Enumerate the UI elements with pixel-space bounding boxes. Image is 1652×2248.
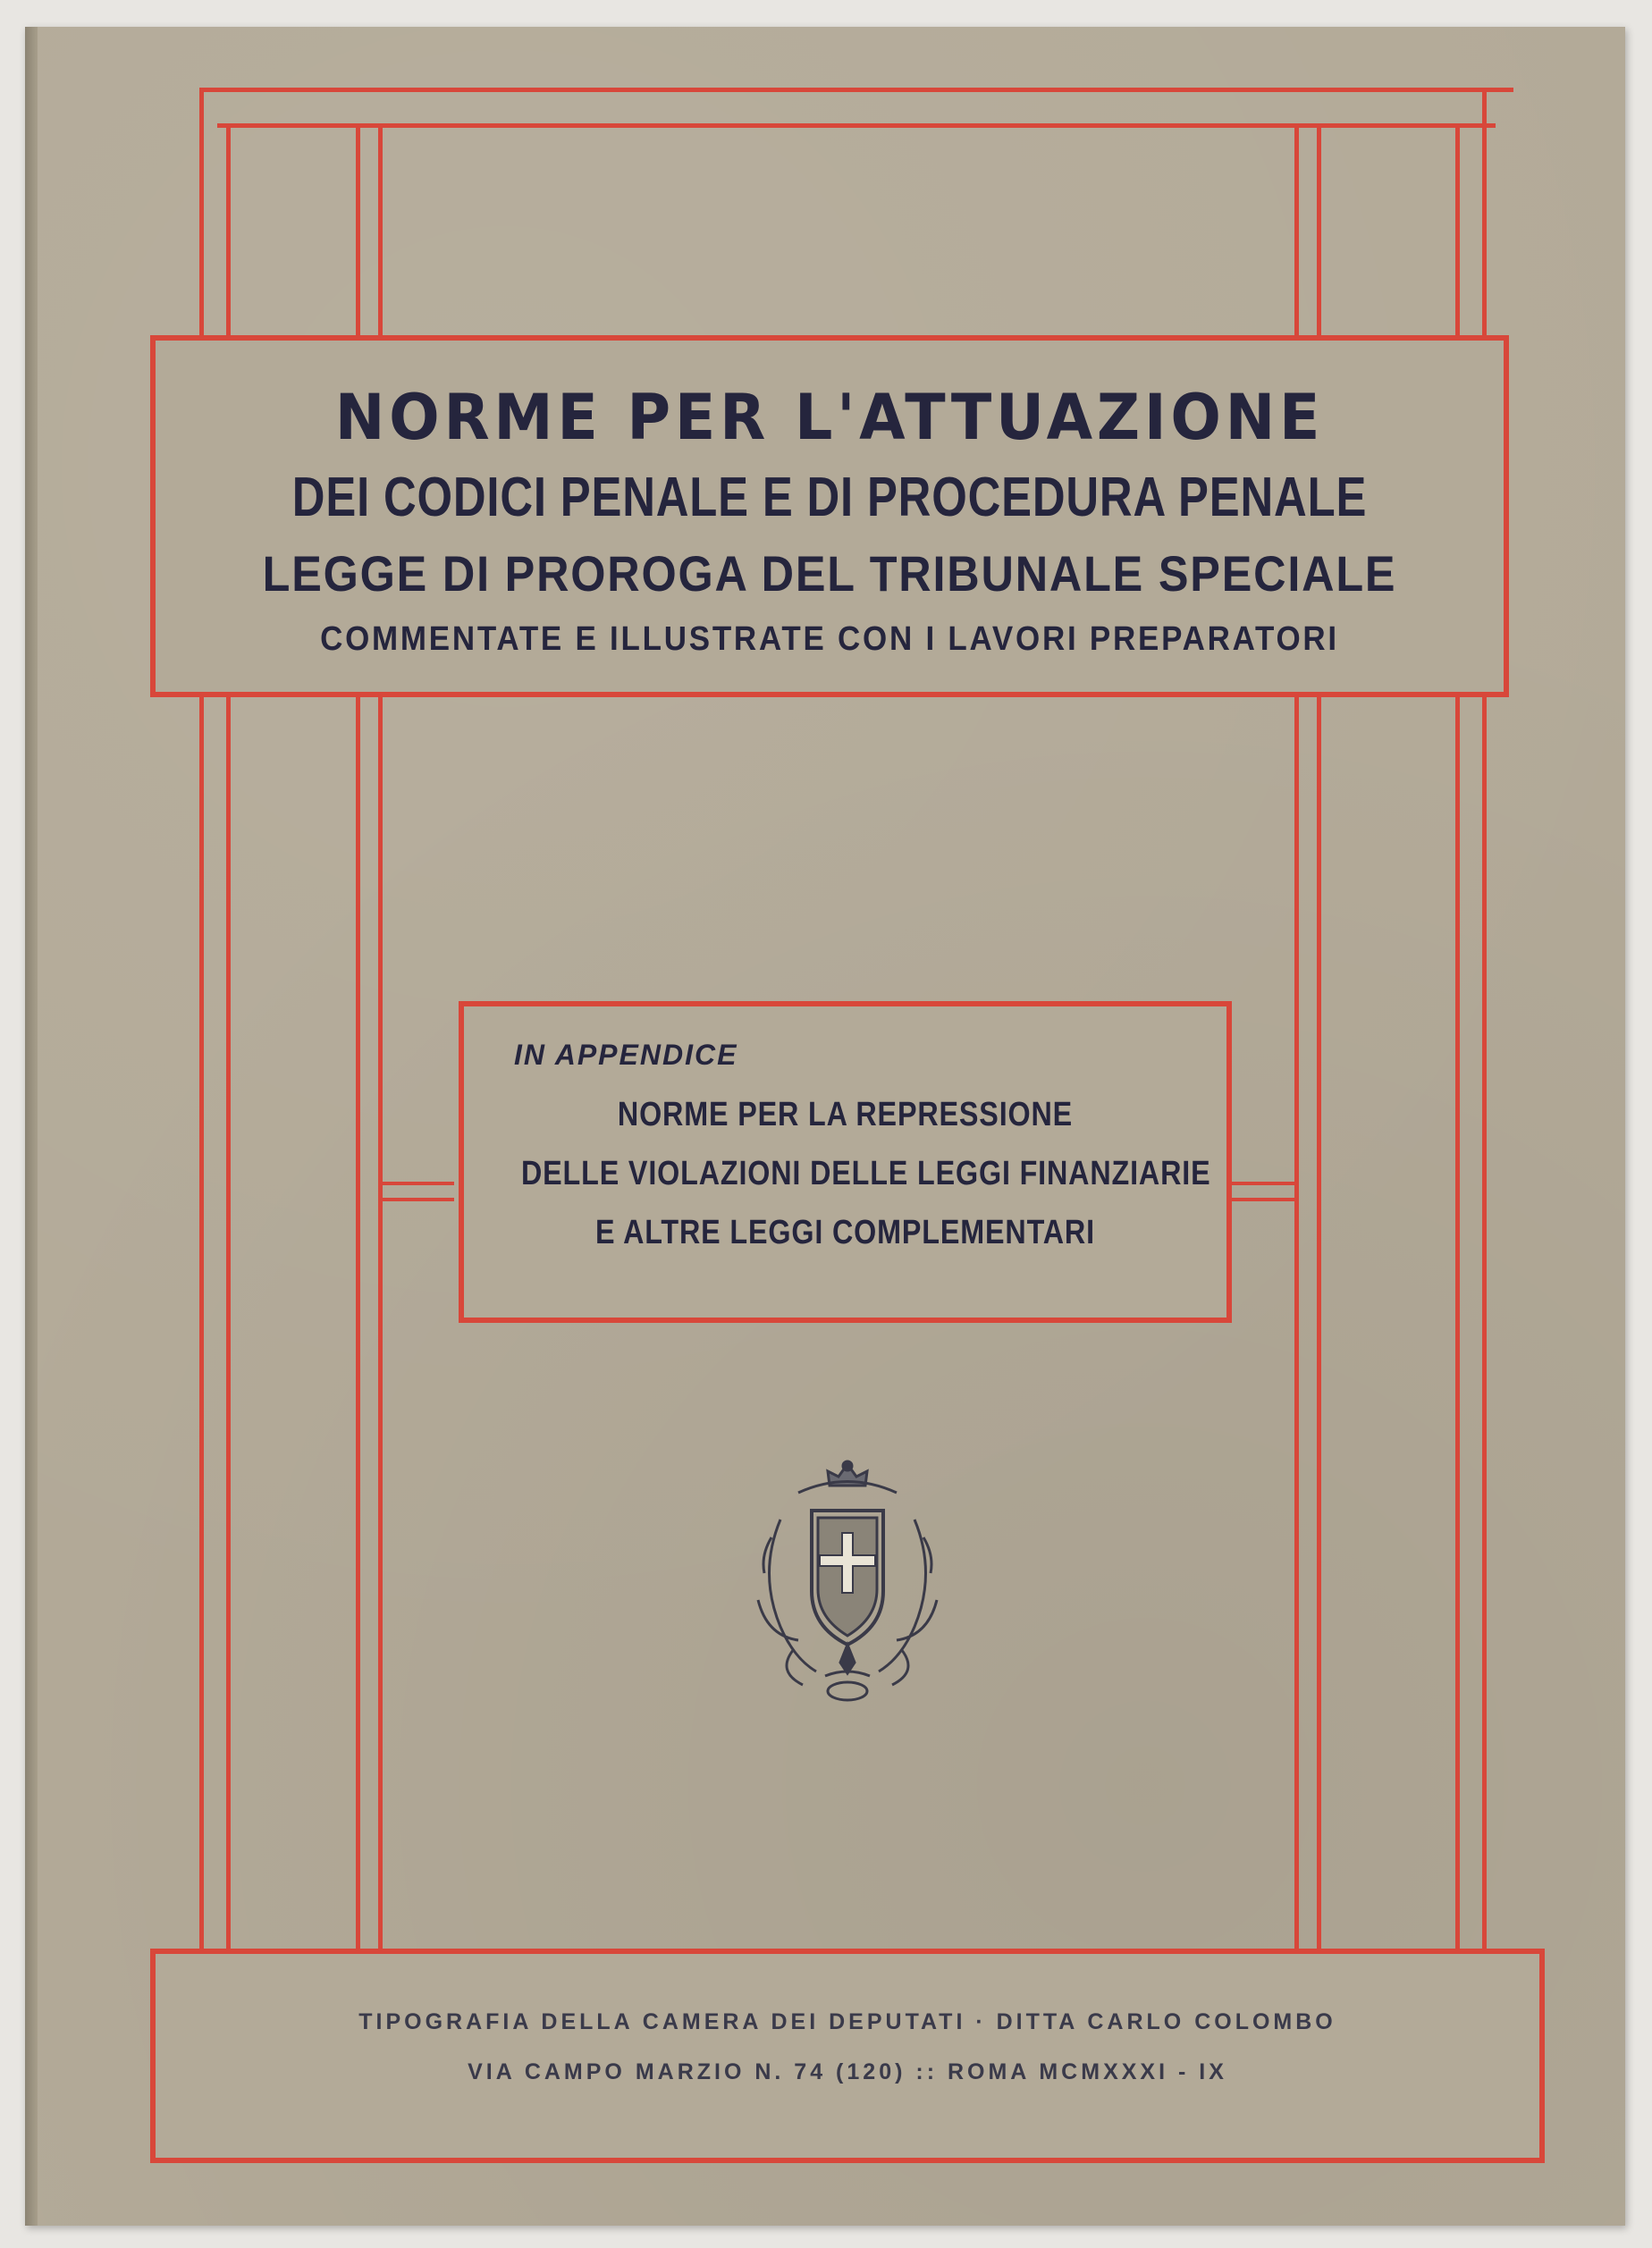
title-line-1: NORME PER L'ATTUAZIONE (334, 381, 1325, 454)
title-box (150, 335, 1509, 697)
appendix-connector-left-a (383, 1182, 454, 1185)
frame-top-line-inner (217, 123, 1496, 128)
appendix-line-2: DELLE VIOLAZIONI DELLE LEGGI FINANZIARIE (520, 1155, 1211, 1192)
coat-of-arms-emblem (745, 1457, 950, 1716)
appendix-connector-left-b (383, 1198, 454, 1201)
book-spine (25, 27, 38, 2226)
appendix-connector-right-a (1232, 1182, 1294, 1185)
footer-box (150, 1949, 1545, 2163)
title-line-3: LEGGE DI PROROGA DEL TRIBUNALE SPECIALE (262, 545, 1397, 602)
appendix-line-3: E ALTRE LEGGI COMPLEMENTARI (595, 1214, 1095, 1251)
appendix-connector-right-b (1232, 1198, 1294, 1201)
title-line-4: COMMENTATE E ILLUSTRATE CON I LAVORI PREPARATORI (320, 620, 1339, 658)
footer-line-1: TIPOGRAFIA DELLA CAMERA DEI DEPUTATI · DITTA CARLO COLOMBO (358, 2009, 1336, 2034)
appendix-box (459, 1001, 1232, 1323)
frame-top-line-outer (199, 88, 1513, 92)
appendix-label: IN APPENDICE (514, 1039, 738, 1071)
appendix-line-1: NORME PER LA REPRESSIONE (617, 1096, 1074, 1133)
footer-line-2: VIA CAMPO MARZIO N. 74 (120) :: ROMA MCMXXXI - IX (468, 2059, 1227, 2084)
title-line-2: DEI CODICI PENALE E DI PROCEDURA PENALE (291, 467, 1368, 528)
book-cover (25, 27, 1625, 2226)
